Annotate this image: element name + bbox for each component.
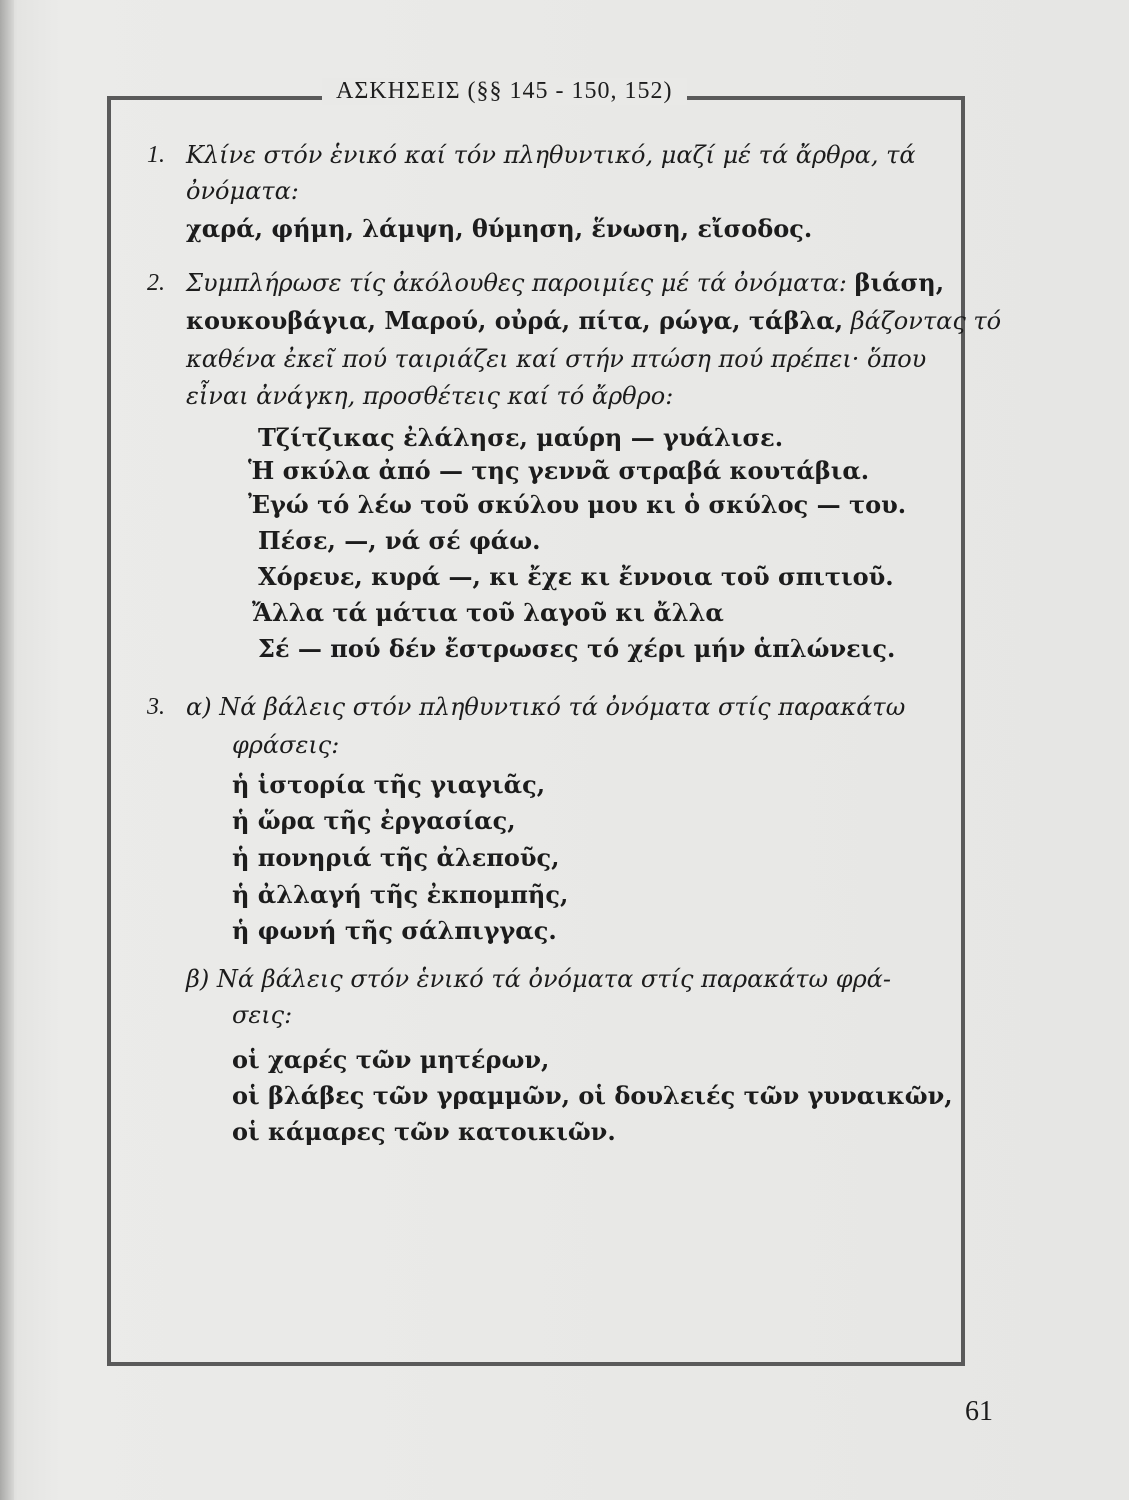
proverb-line: Ἡ σκύλα ἀπό — της γεννᾶ στραβά κουτάβια. xyxy=(248,456,870,485)
exercise-3a-instruction-cont: φράσεις: xyxy=(232,731,340,759)
proverb-line: Σέ — πού δέν ἔστρωσες τό χέρι μήν ἁπλώνεις. xyxy=(258,634,896,663)
exercises-heading: ΑΣΚΗΣΕΙΣ (§§ 145 - 150, 152) xyxy=(322,78,687,105)
binding-shadow xyxy=(0,0,14,1500)
exercise-3-number: 3. xyxy=(147,694,165,720)
phrase-item: οἱ κάμαρες τῶν κατοικιῶν. xyxy=(232,1117,616,1146)
page-number: 61 xyxy=(965,1396,993,1427)
exercise-1-instruction-cont: ὀνόματα: xyxy=(186,177,299,205)
phrase-item: ἡ ἱστορία τῆς γιαγιᾶς, xyxy=(232,770,546,799)
phrase-item: οἱ χαρές τῶν μητέρων, xyxy=(232,1045,550,1074)
phrase-item: οἱ βλάβες τῶν γραμμῶν, οἱ δουλειές τῶν γυναικῶν, xyxy=(232,1081,953,1110)
phrase-item: ἡ φωνή τῆς σάλπιγγας. xyxy=(232,916,557,945)
proverb-line: Ἄλλα τά μάτια τοῦ λαγοῦ κι ἄλλα xyxy=(252,598,724,627)
exercise-2-number: 2. xyxy=(147,270,165,296)
proverb-line: Ἐγώ τό λέω τοῦ σκύλου μου κι ὁ σκύλος — του. xyxy=(248,490,907,519)
proverb-line: Πέσε, —, νά σέ φάω. xyxy=(258,526,541,555)
phrase-item: ἡ ὥρα τῆς ἐργασίας, xyxy=(232,806,516,835)
exercise-2-line-2 xyxy=(186,306,1001,336)
exercise-2-instruction: Συμπλήρωσε τίς ἀκόλουθες παροιμίες μέ τά ὀνόματα: xyxy=(186,269,847,297)
exercise-1-number: 1. xyxy=(147,142,165,168)
phrase-item: ἡ πονηριά τῆς ἀλεποῦς, xyxy=(232,843,560,872)
exercise-2-line-1 xyxy=(186,268,944,298)
exercise-1-words: χαρά, φήμη, λάμψη, θύμηση, ἕνωση, εἴσοδος. xyxy=(186,214,813,243)
exercise-3a-instruction: α) Νά βάλεις στόν πληθυντικό τά ὀνόματα στίς παρακάτω xyxy=(186,693,906,721)
exercise-2-instruction-line-3: καθένα ἐκεῖ πού ταιριάζει καί στήν πτώση πού πρέπει· ὅπου xyxy=(186,345,927,373)
proverb-line: Χόρευε, κυρά —, κι ἔχε κι ἔννοια τοῦ σπιτιοῦ. xyxy=(258,562,894,591)
exercise-3b-instruction-cont: σεις: xyxy=(232,1001,293,1029)
exercise-2-instruction-cont: βάζοντας τό xyxy=(850,307,1002,335)
phrase-item: ἡ ἀλλαγή τῆς ἐκπομπῆς, xyxy=(232,880,569,909)
exercise-1-instruction: Κλίνε στόν ἑνικό καί τόν πληθυντικό, μαζί μέ τά ἄρθρα, τά xyxy=(186,141,916,169)
exercise-2-word-list-start: βιάση, xyxy=(854,268,945,297)
exercise-3b-instruction: β) Νά βάλεις στόν ἑνικό τά ὀνόματα στίς παρακάτω φρά- xyxy=(186,965,891,993)
exercise-2-instruction-line-4: εἶναι ἀνάγκη, προσθέτεις καί τό ἄρθρο: xyxy=(186,382,674,410)
proverb-line: Τζίτζικας ἐλάλησε, μαύρη — γυάλισε. xyxy=(258,423,784,452)
exercise-2-word-list: κουκουβάγια, Μαρού, οὐρά, πίτα, ρώγα, τάβλα, xyxy=(186,306,844,335)
